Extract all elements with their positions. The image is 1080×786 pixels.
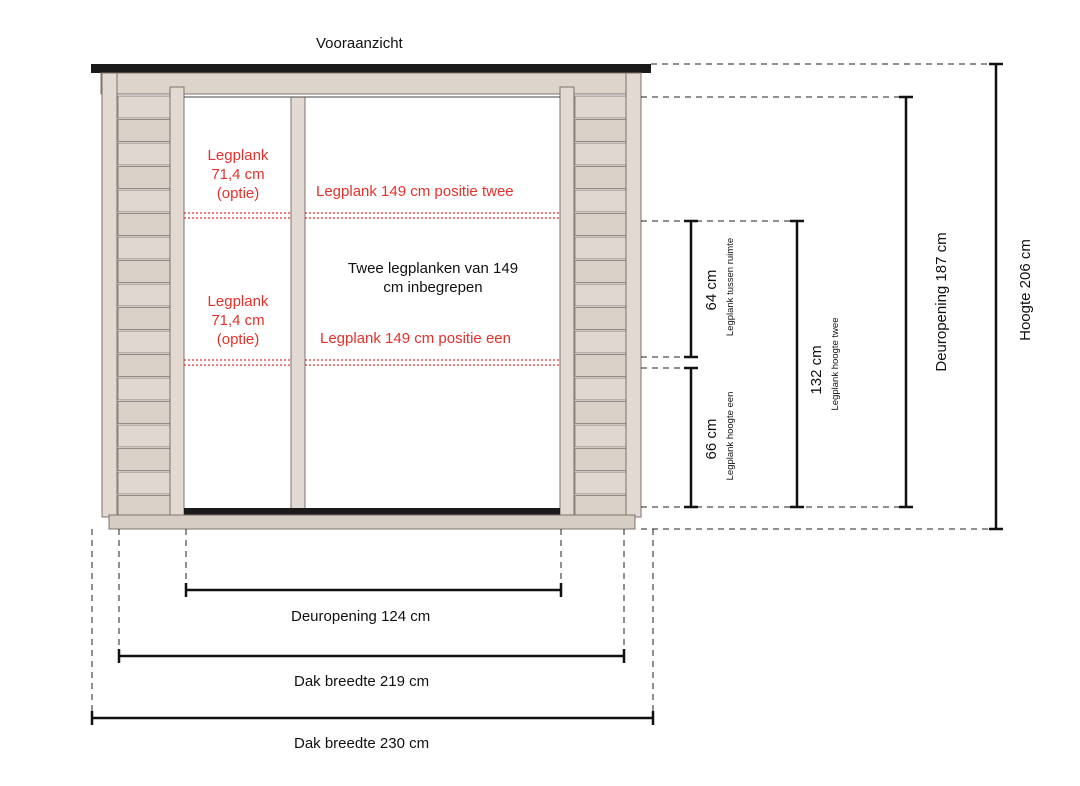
wall-board	[575, 355, 626, 377]
dim-door-width-label: Deuropening 124 cm	[291, 608, 431, 625]
view-title: Vooraanzicht	[316, 35, 403, 52]
wall-board	[575, 214, 626, 236]
dim-door-height-label: Deuropening 187 cm	[933, 232, 950, 372]
wall-board	[575, 472, 626, 494]
dim-lower-value: 66 cm	[703, 418, 720, 460]
wall-board	[575, 449, 626, 471]
wall-board	[575, 190, 626, 212]
wall-board	[118, 449, 170, 471]
right-wall-boards	[575, 96, 626, 518]
wall-board	[575, 378, 626, 400]
left-outer-post	[102, 73, 117, 517]
wall-board	[118, 402, 170, 424]
included-shelves-note: Twee legplanken van 149 cm inbegrepen	[347, 260, 519, 296]
wall-board	[575, 96, 626, 118]
middle-post	[291, 97, 305, 517]
wall-board	[118, 378, 170, 400]
dim-roof-outer-label: Dak breedte 230 cm	[294, 735, 430, 752]
dim-upper-label: Legplank tussen ruimte	[725, 237, 736, 337]
dim-shelf-height-value: 132 cm	[808, 345, 825, 395]
wall-board	[575, 308, 626, 330]
wall-board	[118, 143, 170, 165]
right-inner-post	[560, 87, 574, 517]
wall-board	[118, 284, 170, 306]
wall-board	[575, 331, 626, 353]
floor-base	[109, 515, 635, 529]
shelf-position-two-label: Legplank 149 cm positie twee	[316, 183, 514, 200]
dim-shelf-height-label: Legplank hoogte twee	[830, 317, 841, 411]
wall-board	[575, 425, 626, 447]
dim-lower-label: Legplank hoogte een	[725, 391, 736, 481]
shelf-position-one-label: Legplank 149 cm positie een	[320, 330, 511, 347]
floor-threshold	[184, 508, 560, 515]
wall-board	[118, 496, 170, 518]
dim-upper-value: 64 cm	[703, 269, 720, 311]
wall-board	[118, 96, 170, 118]
wall-board	[575, 496, 626, 518]
wall-board	[575, 402, 626, 424]
wall-board	[575, 143, 626, 165]
wall-board	[118, 472, 170, 494]
wall-board	[118, 120, 170, 142]
wall-board	[118, 355, 170, 377]
dim-roof-inner-label: Dak breedte 219 cm	[294, 673, 430, 690]
wall-board	[118, 425, 170, 447]
wall-board	[575, 284, 626, 306]
dim-total-height-label: Hoogte 206 cm	[1017, 239, 1034, 341]
wall-board	[575, 120, 626, 142]
wall-board	[575, 261, 626, 283]
shelf-option-lower-label: Legplank 71,4 cm (optie)	[207, 293, 269, 348]
wall-board	[118, 237, 170, 259]
wall-board	[118, 261, 170, 283]
wall-board	[118, 308, 170, 330]
wall-board	[575, 167, 626, 189]
left-inner-post	[170, 87, 184, 517]
wall-board	[118, 167, 170, 189]
shelf-option-upper-label: Legplank 71,4 cm (optie)	[207, 147, 269, 202]
wall-board	[118, 331, 170, 353]
right-outer-post	[626, 73, 641, 517]
roof-slab	[91, 64, 651, 73]
wall-board	[118, 190, 170, 212]
wall-board	[118, 214, 170, 236]
horizontal-dimension-lines	[92, 583, 653, 725]
left-wall-boards	[118, 96, 170, 518]
wall-board	[575, 237, 626, 259]
